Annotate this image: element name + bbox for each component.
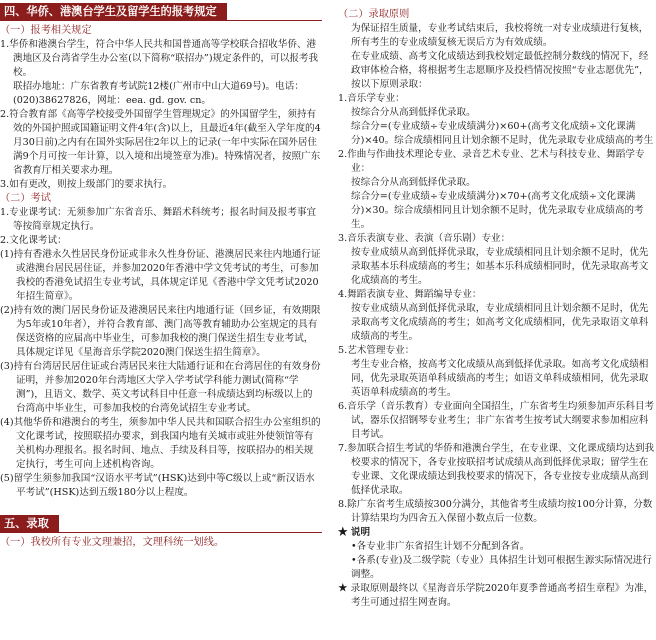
principle-4-title: 4.舞蹈表演专业、舞蹈编导专业： bbox=[338, 289, 482, 300]
exam-sub-1: (1)持有香港永久性居民身份证或非永久性身份证、港澳居民来往内地通行证或港澳台居民居住证，并参加2020年香港中学文凭考试的考生，可参加我校的香港免试招生专业考试，具体规定详见《香港中学文凭考试2020年招生简章》。 bbox=[0, 249, 321, 302]
note-2: •各系(专业)及二级学院（专业）具体招生计划可根据生源实际情况进行调整。 bbox=[351, 555, 652, 580]
principle-1-b: 综合分=(专业成绩÷专业成绩满分)×60+(高考文化成绩÷文化课满分)×40。综合成绩相同且计划余额不足时，优先录取专业成绩高的考生 bbox=[351, 121, 654, 146]
exam-sub-4: (4)其他华侨和港澳台的考生，须参加中华人民共和国联合招生办公室组织的文化课考试，按照联招办要求，到我国内地有关城市或驻外使领馆等有关机构办理报名。报名时间、地点、手续及科目等，按联招办的相关规定执行，考生可向上述机构咨询。 bbox=[0, 417, 321, 470]
principle-2-title: 2.作曲与作曲技术理论专业、录音艺术专业、艺术与科技专业、舞蹈学专业： bbox=[338, 149, 645, 174]
contact-info: 联招办地址：广东省教育考试院12楼(广州市中山大道69号)。电话：(020)38627826，网址：eea. gd. gov. cn。 bbox=[13, 81, 304, 106]
principle-7: 7.参加联合招生考试的华侨和港澳台学生，在专业课、文化课成绩均达到我校要求的情况下，各专业按联招考试成绩从高到低择优录取；留学生在专业课、文化课成绩达到我校要求的情况下，各专业按专业成绩从高到低择优录取。 bbox=[338, 443, 655, 496]
principle-1-title: 1.音乐学专业： bbox=[338, 93, 405, 104]
rule-item-2: 2.符合教育部《高等学校接受外国留学生管理规定》的外国留学生，须持有效的外国护照或国籍证明文件4年(含)以上，且最近4年(截至入学年度的4月30日前)之内有在国外实际居住2年以上的记录(一年中实际在国外居住满9个月可按一年计算，以入境和出境签章为准)。特殊情况者，按照广东省教育厅相关要求办理。 bbox=[0, 109, 321, 176]
subsection-admission-principles: （二）录取原则 bbox=[338, 9, 410, 20]
exam-item-1: 1.专业课考试：无须参加广东省音乐、舞蹈术科统考；报名时间及报考事宜等按简章规定执行。 bbox=[0, 207, 317, 232]
note-title: ★ 说明 bbox=[338, 527, 371, 538]
principle-8: 8.除广东省考生成绩按300分满分，其他省考生成绩均按100分计算，分数计算结果均为四舍五入保留小数点后一位数。 bbox=[338, 499, 653, 524]
principle-2-b: 综合分=(专业成绩÷专业成绩满分)×70+(高考文化成绩÷文化课满分)×30。综合成绩相同且计划余额不足时，优先录取专业成绩高的考生。 bbox=[351, 191, 644, 230]
subsection-exam: （二）考试 bbox=[0, 193, 51, 204]
rule-item-3: 3.如有更改，则按上级部门的要求执行。 bbox=[0, 179, 173, 190]
principle-5-title: 5.艺术管理专业： bbox=[338, 345, 415, 356]
note-1: •各专业非广东省招生计划不分配到各省。 bbox=[351, 541, 530, 552]
subsection-admission-scope: （一）我校所有专业文理兼招，文理科统一划线。 bbox=[0, 537, 225, 548]
principle-3-title: 3.音乐表演专业、表演（音乐剧）专业： bbox=[338, 233, 511, 244]
section-4-title: 四、华侨、港澳台学生及留学生的报考规定 bbox=[0, 3, 227, 20]
exam-item-2: 2.文化课考试： bbox=[0, 235, 67, 246]
subsection-registration-rules: （一）报考相关规定 bbox=[0, 25, 92, 36]
principle-3-a: 按专业成绩从高到低择优录取，专业成绩相同且计划余额不足时，优先录取基本乐科成绩高的考生；如基本乐科成绩相同时，优先录取高考文化成绩高的考生。 bbox=[351, 247, 649, 286]
principle-5-a: 考生专业合格，按高考文化成绩从高到低择优录取。如高考文化成绩相同，优先录取英语单科成绩高的考生；如语文单科成绩相同，优先录取英语单科成绩高的考生。 bbox=[351, 359, 649, 398]
exam-sub-2: (2)持有效的澳门居民身份证及港澳居民来往内地通行证（回乡证，有效期限为5年或10年者），并符合教育部、澳门高等教育辅助办公室规定的具有保送资格的应届高中毕业生，可参加我校的澳门保送生招生专业考试，具体规定详见《星海音乐学院2020澳门保送生招生简章》。 bbox=[0, 305, 321, 358]
exam-sub-5: (5)留学生须参加我国“汉语水平考试”(HSK)达到中等C级以上或“新汉语水平考试”(HSK)达到五级180分以上程度。 bbox=[0, 473, 315, 498]
right-column bbox=[338, 0, 656, 610]
section-5-title: 五、录取 bbox=[0, 515, 59, 532]
intro-paragraph-1: 为保证招生质量，专业考试结束后，我校将统一对专业成绩进行复核，所有考生的专业成绩复核无误后方为有效成绩。 bbox=[351, 23, 649, 48]
principle-2-a: 按综合分从高到低择优录取。 bbox=[351, 177, 476, 188]
principle-1-a: 按综合分从高到低择优录取。 bbox=[351, 107, 476, 118]
principle-4-a: 按专业成绩从高到低择优录取，专业成绩相同且计划余额不足时，优先录取高考文化成绩高的考生；如高考文化成绩相同，优先录取语文单科成绩高的考生。 bbox=[351, 303, 649, 342]
principle-6: 6.音乐学（音乐教育）专业面向全国招生，广东省考生均须参加声乐科目考试，器乐仅招钢琴专业考生；非广东省考生按考试大纲要求参加相应科目考试。 bbox=[338, 401, 655, 440]
exam-sub-3: (3)持有台湾居民居住证或台湾居民来往大陆通行证和在台湾居住的有效身份证明，并参加2020年台湾地区大学入学考试学科能力测试(简称“学测”)，且语文、数学、英文考试科目中任意一科成绩达到均标级以上的台湾高中毕业生，可参加我校的台湾免试招生专业考试。 bbox=[0, 361, 321, 414]
note-3: ★ 录取原则最终以《星海音乐学院2020年夏季普通高考招生章程》为准，考生可通过招生网查询。 bbox=[338, 583, 654, 608]
rule-item-1: 1.华侨和港澳台学生，符合中华人民共和国普通高等学校联合招收华侨、港澳地区及台湾省学生办公室(以下简称“联招办”)规定条件的，可以报考我校。 bbox=[0, 39, 319, 78]
section-5-header bbox=[0, 512, 322, 533]
section-4-header bbox=[0, 0, 322, 21]
intro-paragraph-2: 在专业成绩、高考文化成绩达到我校划定最低控制分数线的情况下，经政审体检合格，将根据考生志愿顺序及投档情况按照“专业志愿优先”，按以下原则录取： bbox=[351, 51, 649, 90]
left-column bbox=[0, 0, 322, 550]
